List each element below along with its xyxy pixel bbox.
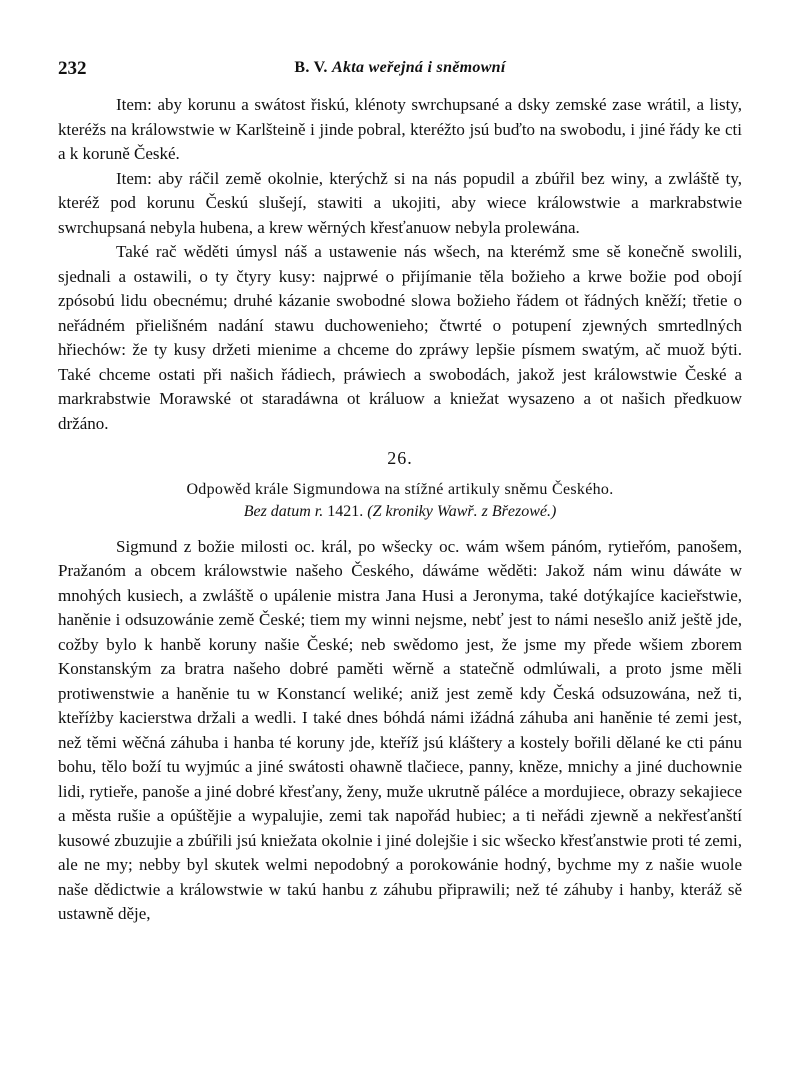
paragraph-item-korunu: Item: aby korunu a swátost řiskú, klénoty swrchupsané a dsky zemské zase wrátil, a listy, kteréžs na králowstwie w Karlšteině i jinde pobral, kteréžto jsú buďto na swobodu, i jiné řády ke cti a k koruně České. (58, 95, 742, 163)
document-date-line (58, 501, 742, 523)
date-year: 1421. (327, 502, 364, 520)
date-prefix: Bez datum r. (243, 502, 324, 520)
paragraph-sigmund-letter: Sigmund z božie milosti oc. král, po wšecky oc. wám wšem pánóm, rytieřóm, panošem, Pražanóm a obcem králowstwie našeho Českého, dáwáme wěděti: Jakož nám winu dáwáte w mnohých kusiech, a zwláště o upálenie mistra Jana Husi a Jeronyma, také dotýkajíce kacieřstwie, haněnie i odsuzowánie země České; tiem my winni nejsme, nebť jest to námi nesešlo aniž ještě jde, cožby bylo k hanbě koruny našie České; neb swědomo jest, že jsme my přede wšiem zborem Konstanským za bratra našeho dobré paměti wěrně a statečně odmlúwali, a proto jsme měli protiwenstwie a haněnie tu w Konstancí weliké; aniž jest země kdy Česká odsuzowána, než ti, kteříżby kacierstwa držali a wedli. I také dnes bóhdá námi ižádná záhuba ani haněnie té zemi jest, než těmi wěčná záhuba i hanba té koruny jde, kteříž jsú kláštery a kostely bořili dělané ke cti pánu bohu, tělo boží tu wyjmúc a jiné swátosti ohawně tlačiece, panny, kněze, mnichy a jiné duchownie lidi, rytieře, panoše a jiné dobré křesťany, ženy, muže ukrutně páléce a mordujiece, obrazy sekajiece a města rušie a opúštějie a wypalujie, zemi tak napořád hubiec; a ti neřádi zjewně a nekřesťanští kusowé zbuzujie a zbúřili jsú kniežata okolnie i jiné dolejšie i sic wšecko křesťanstwie proti té zemi, ale ne my; nebby byl skutek welmi nepodobný a porokowánie hodný, bychme my z našie wuole naše dědictwie a králowstwie w takú hanbu z záhubu připrawili; než té záhuby i hanby, kteráž sě ustawně děje, (58, 536, 742, 923)
document-title: Odpowěd krále Sigmundowa na stížné artikuly sněmu Českého. (186, 480, 614, 498)
page-header (58, 58, 742, 84)
paragraph-item-zeme: Item: aby ráčil země okolnie, kterýchž si na nás popudil a zbúřil bez winy, a zwláště ty, kteréž pod korunu Českú slušejí, stawiti a ukojiti, aby wiece králowstwie a markrabstwie swrchupsaná nebyla hubena, a krew wěrných křesťanuow nebyla prolewána. (58, 168, 742, 237)
section-label: B. V. (294, 59, 328, 76)
running-title: Akta weřejná i sněmowní (332, 59, 506, 76)
running-head (58, 59, 742, 77)
document-number: 26. (387, 448, 413, 468)
text-block (58, 93, 742, 927)
source-note: (Z kroniky Wawř. z Březowé.) (367, 502, 557, 520)
paragraph-four-articles: Také rač wěděti úmysl náš a ustawenie nás wšech, na kterémž sme sě konečně swolili, sjednali a ostawili, o ty čtyry kusy: najprwé o přijímanie těla božieho a krwe božie pod obojí zpósobú lidu obecnému; druhé kázanie swobodné slowa božieho řádem ot řádných kněží; třetie o neřádném přielišném nadání stawu duchowenieho; čtwrté o potupení zjewných smrtedlných hřiechów: že ty kusy držeti mienime a chceme do zpráwy lepšie písmem swatým, ač muož býti. Také chceme ostati při našich řádiech, práwiech a swobodách, jakož jest králowstwie České a markrabstwie Morawské ot staradáwna ot králuow a kniežat wysazeno a ot našich předkuow držáno. (58, 242, 742, 433)
page-number: 232 (58, 58, 87, 79)
